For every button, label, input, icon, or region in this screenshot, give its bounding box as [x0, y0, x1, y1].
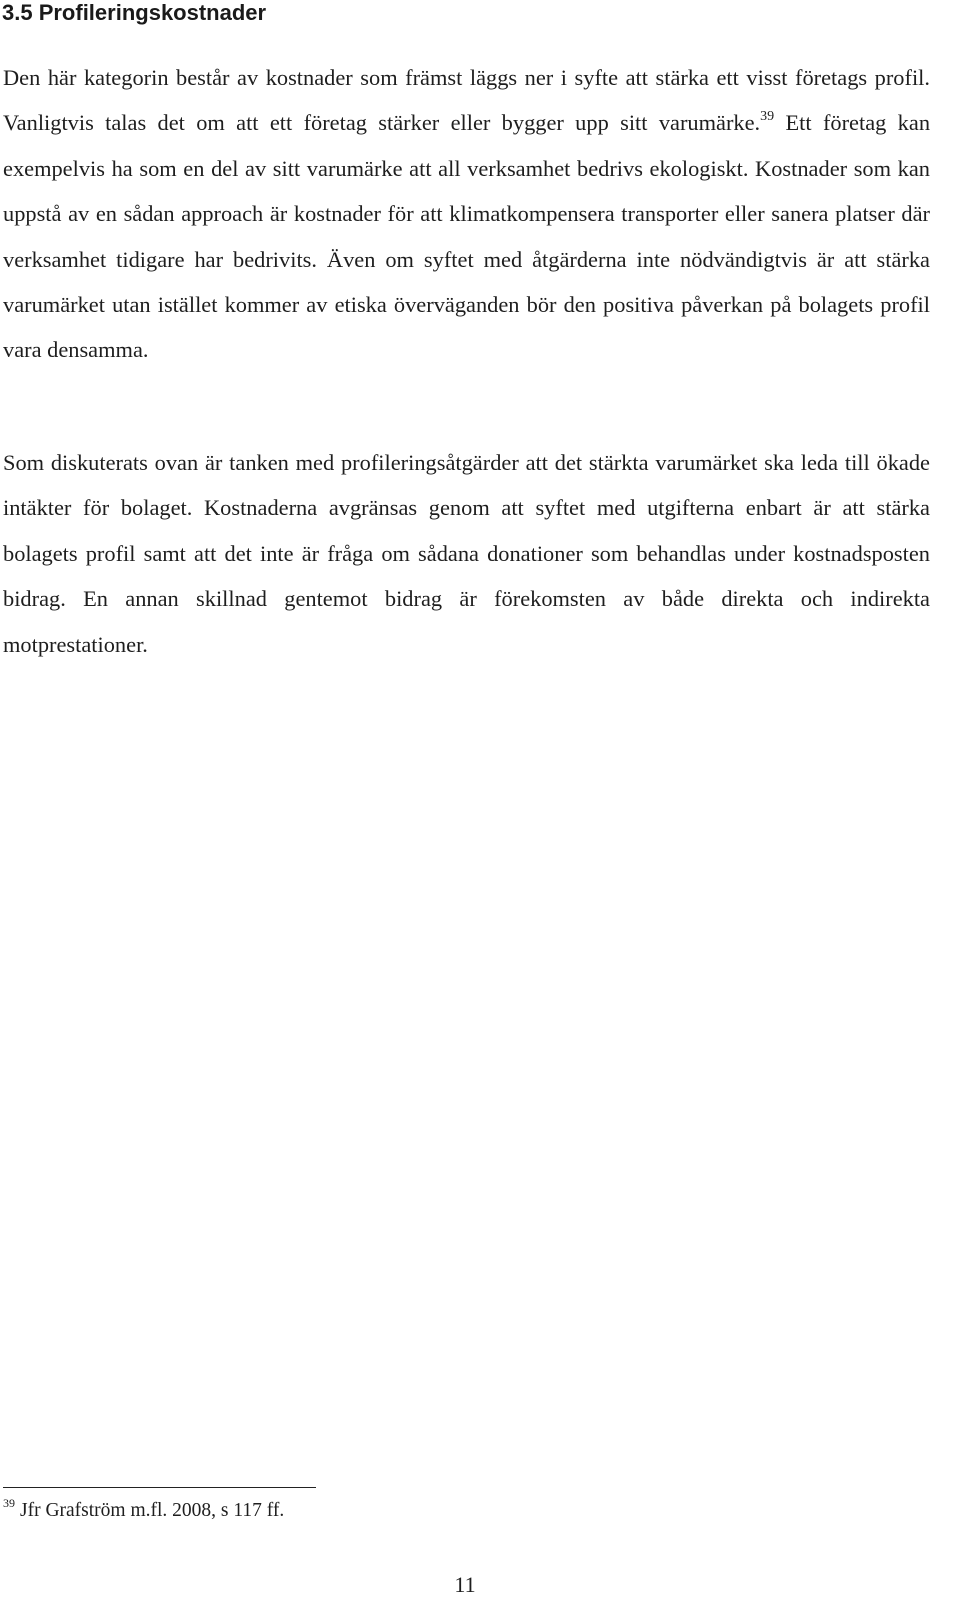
body-paragraph-2: Som diskuterats ovan är tanken med profileringsåtgärder att det stärkta varumärket ska leda till ökade intäkter för bolaget. Kostnaderna avgränsas genom att syftet med utgifterna enbart är att stärka bolagets profil samt att det inte är fråga om sådana donationer som behandlas under kostnadsposten bidrag. En annan skillnad gentemot bidrag är förekomsten av både direkta och indirekta motprestationer.: [3, 450, 930, 657]
section-heading: 3.5 Profileringskostnader: [2, 0, 267, 25]
footnote-text: Jfr Grafström m.fl. 2008, s 117 ff.: [20, 1500, 285, 1521]
page-number: 11: [454, 1572, 476, 1597]
footnote-number: 39: [3, 1496, 15, 1510]
paragraph-1-text-start: Den här kategorin består av kostnader som främst läggs ner i syfte att stärka ett visst företags profil. Vanligtvis talas det om att ett företag stärker eller bygger upp sitt varumärke.: [3, 65, 930, 136]
footnote: [3, 1496, 284, 1526]
body-paragraph-1: [3, 55, 930, 373]
footnote-reference[interactable]: 39: [760, 109, 775, 125]
footnote-divider: [3, 1487, 316, 1488]
paragraph-1-text-end: Ett företag kan exempelvis ha som en del av sitt varumärke att all verksamhet bedrivs ekologiskt. Kostnader som kan uppstå av en sådan approach är kostnader för att klimatkompensera transporter eller sanera platser där verksamhet tidigare har bedrivits. Även om syftet med åtgärderna inte nödvändigtvis är att stärka varumärket utan istället kommer av etiska överväganden bör den positiva påverkan på bolagets profil vara densamma.: [3, 110, 931, 363]
